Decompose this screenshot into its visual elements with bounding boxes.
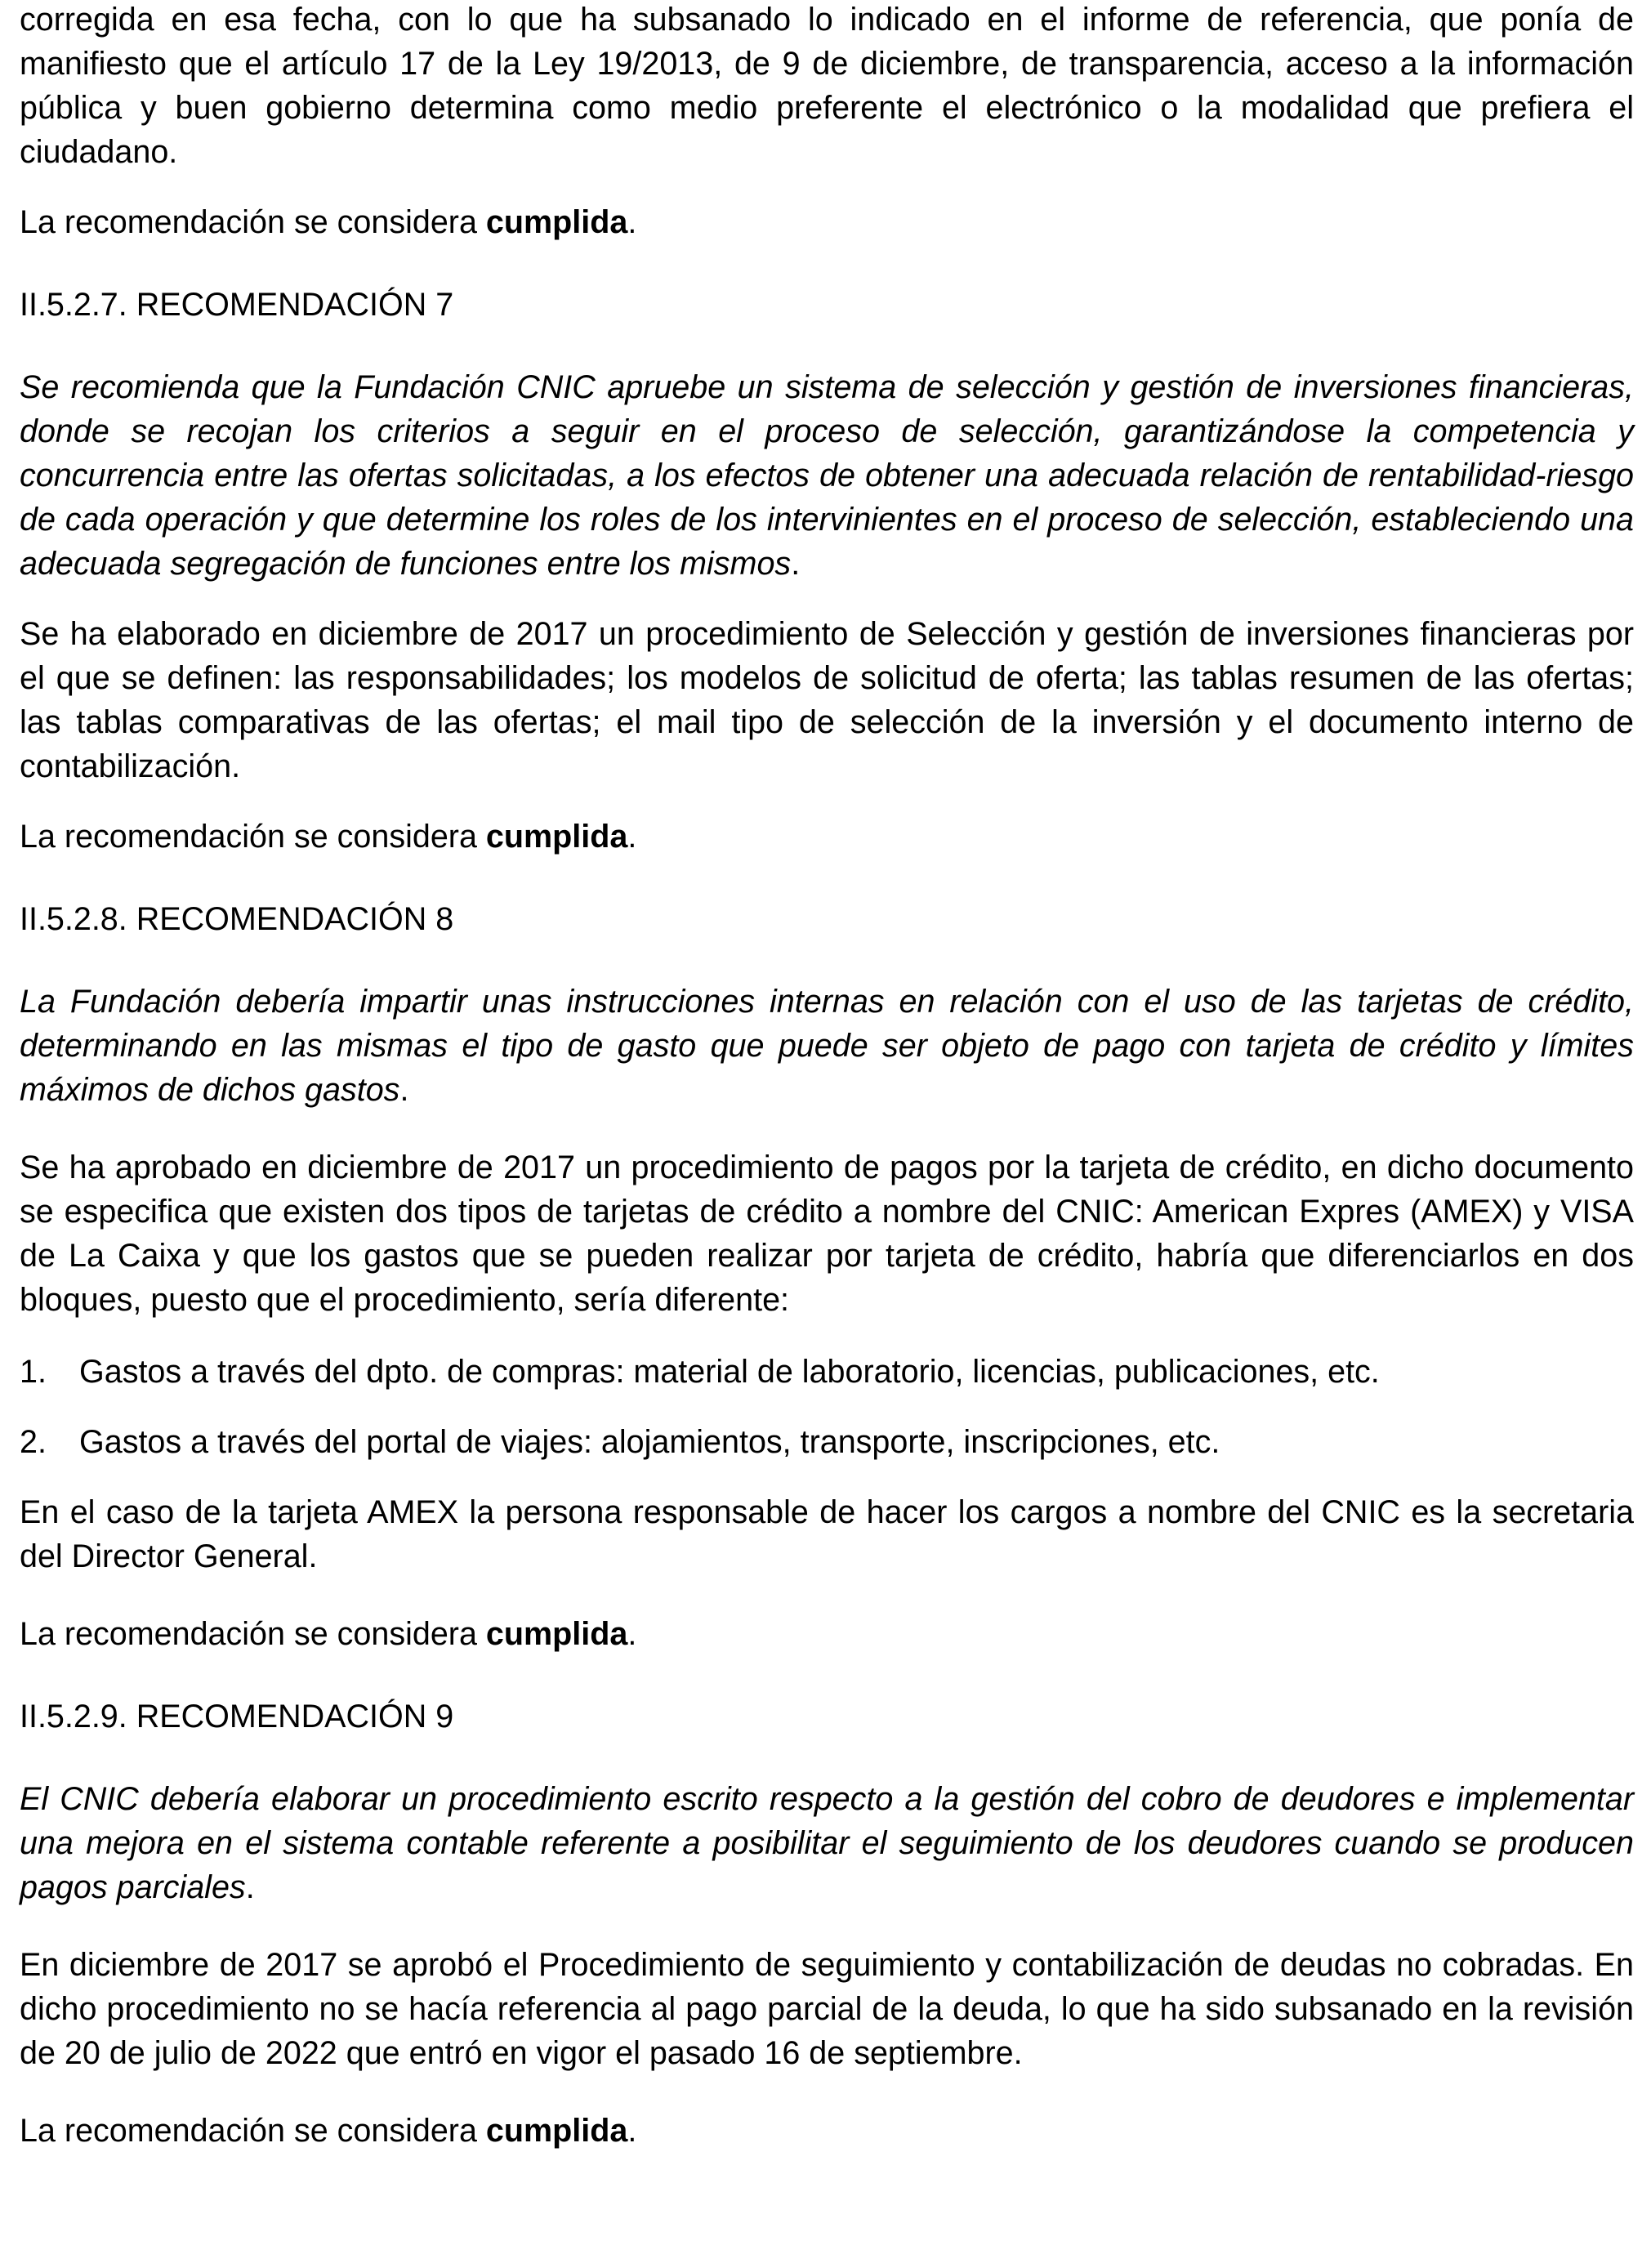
intro-conclusion: [20, 200, 1634, 244]
rec8-list: [20, 1350, 1634, 1464]
conclusion-text: La recomendación se considera: [20, 204, 477, 240]
rec9-recommendation-text: El CNIC debería elaborar un procedimiento escrito respecto a la gestión del cobro de deudores e implementar una mejora en el sistema contable referente a posibilitar el seguimiento de los deudores cuando se producen pagos parciales: [20, 1781, 1634, 1905]
rec7-conclusion: [20, 815, 1634, 859]
conclusion-text: La recomendación se considera: [20, 2113, 477, 2149]
conclusion-status: cumplida: [485, 204, 628, 240]
document-page: [20, 0, 1634, 2153]
list-item-text: Gastos a través del portal de viajes: alojamientos, transporte, inscripciones, etc.: [79, 1424, 1220, 1460]
rec8-amex-paragraph: En el caso de la tarjeta AMEX la persona responsable de hacer los cargos a nombre del CNIC es la secretaria del Director General.: [20, 1494, 1634, 1574]
conclusion-text: La recomendación se considera: [20, 819, 477, 855]
rec8-conclusion: [20, 1612, 1634, 1656]
list-item: [20, 1420, 1634, 1464]
conclusion-period: .: [627, 1616, 637, 1652]
rec9-body: En diciembre de 2017 se aprobó el Procedimiento de seguimiento y contabilización de deudas no cobradas. En dicho procedimiento no se hacía referencia al pago parcial de la deuda, lo que ha sido subsanado en la revisión de 20 de julio de 2022 que entró en vigor el pasado 16 de septiembre.: [20, 1947, 1634, 2071]
rec9-heading: II.5.2.9. RECOMENDACIÓN 9: [20, 1699, 454, 1734]
rec8-heading: II.5.2.8. RECOMENDACIÓN 8: [20, 901, 454, 937]
rec7-recommendation-end: .: [791, 546, 801, 582]
rec7-body: Se ha elaborado en diciembre de 2017 un procedimiento de Selección y gestión de inversiones financieras por el que se definen: las responsabilidades; los modelos de solicitud de oferta; las tablas resumen de las ofertas; las tablas comparativas de las ofertas; el mail tipo de selección de la inversión y el documento interno de contabilización.: [20, 616, 1634, 784]
rec8-recommendation-end: .: [399, 1072, 409, 1108]
rec9-conclusion: [20, 2109, 1634, 2153]
conclusion-period: .: [627, 819, 637, 855]
list-item-number: 2.: [20, 1424, 47, 1460]
conclusion-status: cumplida: [485, 819, 628, 855]
rec9-recommendation-end: .: [245, 1869, 255, 1905]
rec8-recommendation: [20, 980, 1634, 1112]
rec8-recommendation-text: La Fundación debería impartir unas instrucciones internas en relación con el uso de las tarjetas de crédito, determinando en las mismas el tipo de gasto que puede ser objeto de pago con tarjeta de crédito y límites máximos de dichos gastos: [20, 984, 1634, 1108]
conclusion-period: .: [627, 2113, 637, 2149]
list-item-number: 1.: [20, 1354, 47, 1390]
conclusion-period: .: [627, 204, 637, 240]
rec7-recommendation-text: Se recomienda que la Fundación CNIC apruebe un sistema de selección y gestión de inversiones financieras, donde se recojan los criterios a seguir en el proceso de selección, garantizándose la competencia y concurrencia entre las ofertas solicitadas, a los efectos de obtener una adecuada relación de rentabilidad-riesgo de cada operación y que determine los roles de los intervinientes en el proceso de selección, estableciendo una adecuada segregación de funciones entre los mismos: [20, 369, 1634, 582]
intro-paragraph: corregida en esa fecha, con lo que ha subsanado lo indicado en el informe de referencia, que ponía de manifiesto que el artículo 17 de la Ley 19/2013, de 9 de diciembre, de transparencia, acceso a la información pública y buen gobierno determina como medio preferente el electrónico o la modalidad que prefiera el ciudadano.: [20, 2, 1634, 170]
conclusion-status: cumplida: [485, 2113, 628, 2149]
rec7-recommendation: [20, 365, 1634, 586]
list-item: [20, 1350, 1634, 1394]
conclusion-text: La recomendación se considera: [20, 1616, 477, 1652]
rec9-recommendation: [20, 1777, 1634, 1909]
rec8-body: Se ha aprobado en diciembre de 2017 un procedimiento de pagos por la tarjeta de crédito, en dicho documento se especifica que existen dos tipos de tarjetas de crédito a nombre del CNIC: American Expres (AMEX) y VISA de La Caixa y que los gastos que se pueden realizar por tarjeta de crédito, habría que diferenciarlos en dos bloques, puesto que el procedimiento, sería diferente:: [20, 1150, 1634, 1318]
conclusion-status: cumplida: [485, 1616, 628, 1652]
list-item-text: Gastos a través del dpto. de compras: material de laboratorio, licencias, publicaciones, etc.: [79, 1354, 1380, 1390]
rec7-heading: II.5.2.7. RECOMENDACIÓN 7: [20, 287, 454, 323]
